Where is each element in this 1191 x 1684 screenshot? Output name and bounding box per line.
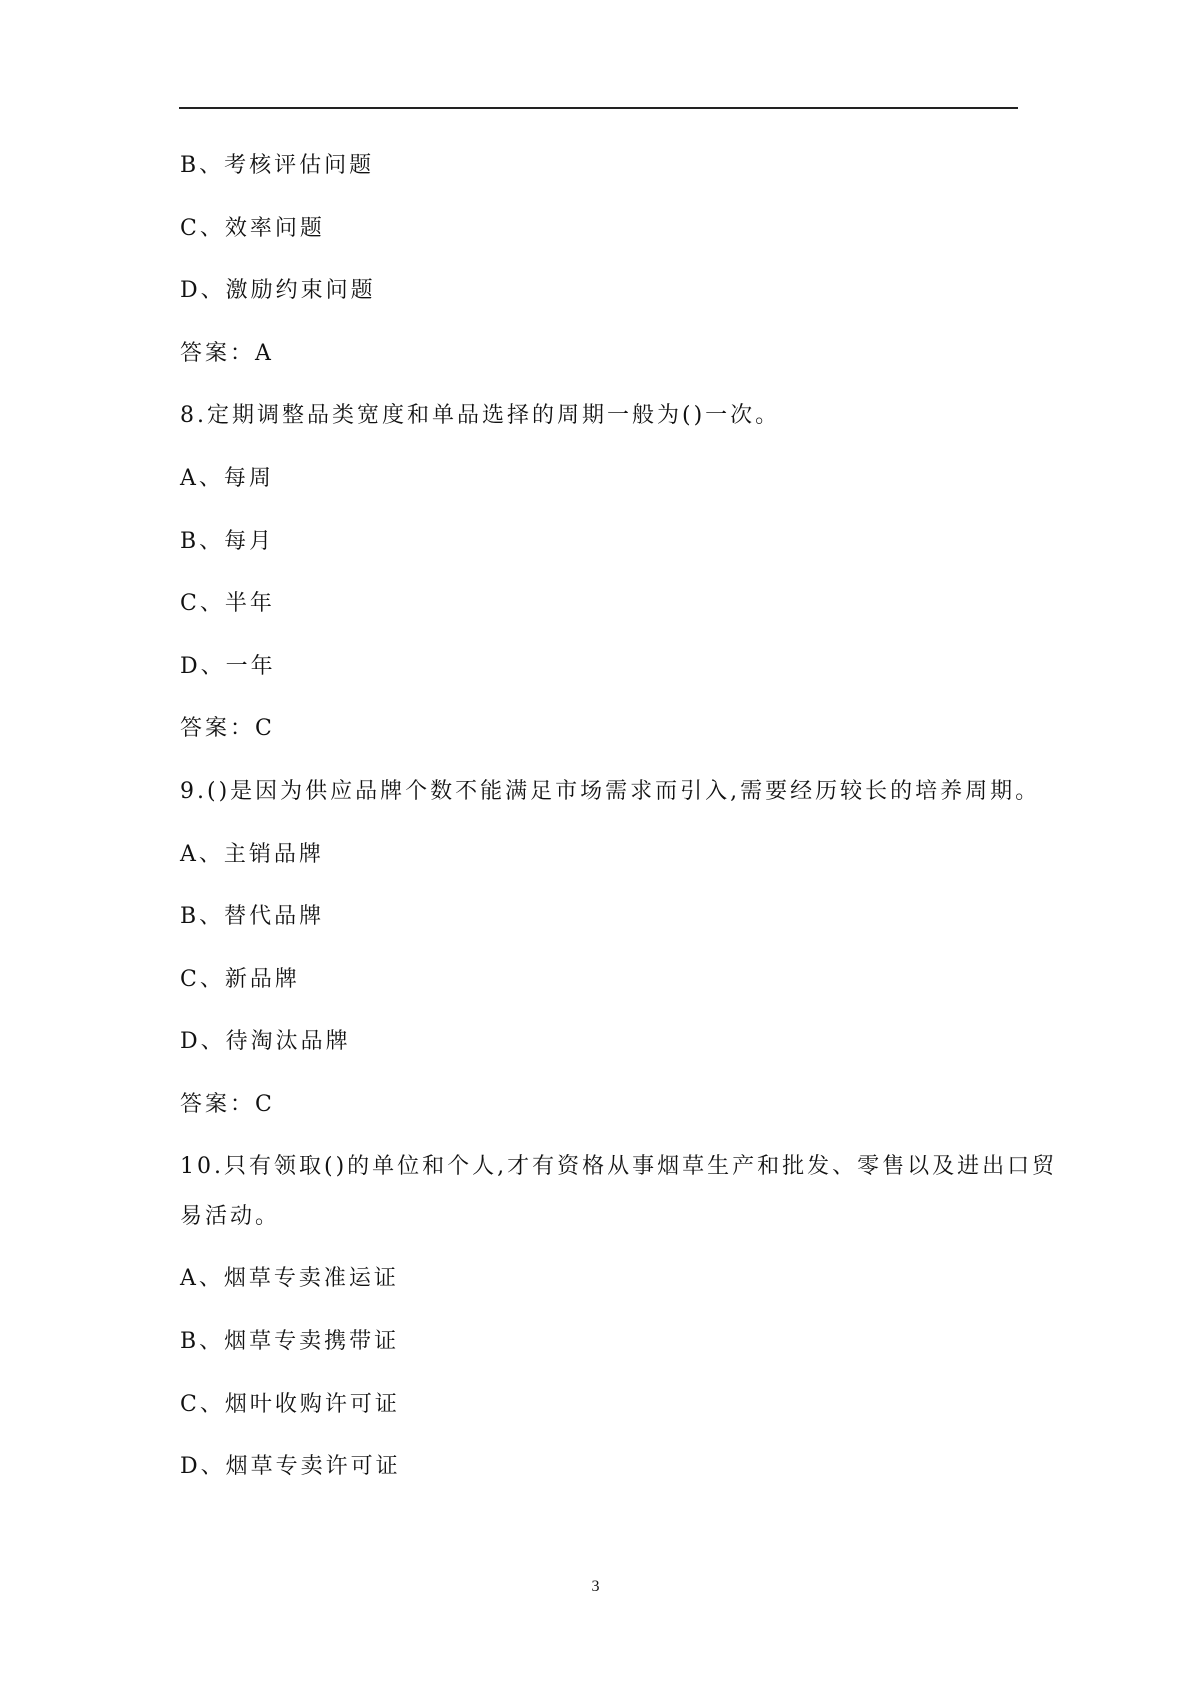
option-c-q8: C、半年 bbox=[180, 591, 275, 616]
answer-q8: 答案：C bbox=[180, 716, 275, 741]
option-b-q7: B、考核评估问题 bbox=[180, 153, 375, 178]
option-a-q9: A、主销品牌 bbox=[180, 842, 324, 867]
question-9: 9.()是因为供应品牌个数不能满足市场需求而引入,需要经历较长的培养周期。 bbox=[180, 779, 1041, 804]
option-d-q10: D、烟草专卖许可证 bbox=[180, 1454, 401, 1479]
option-c-q9: C、新品牌 bbox=[180, 967, 300, 992]
question-10-line2: 易活动。 bbox=[180, 1204, 281, 1229]
option-b-q10: B、烟草专卖携带证 bbox=[180, 1329, 400, 1354]
option-a-q10: A、烟草专卖准运证 bbox=[180, 1266, 399, 1291]
option-c-q7: C、效率问题 bbox=[180, 216, 325, 241]
option-d-q7: D、激励约束问题 bbox=[180, 278, 376, 303]
header-rule bbox=[179, 107, 1018, 109]
answer-q7: 答案：A bbox=[180, 341, 274, 366]
option-c-q10: C、烟叶收购许可证 bbox=[180, 1392, 400, 1417]
option-b-q9: B、替代品牌 bbox=[180, 904, 325, 929]
option-b-q8: B、每月 bbox=[180, 529, 275, 554]
question-8: 8.定期调整品类宽度和单品选择的周期一般为()一次。 bbox=[180, 403, 781, 428]
page-number: 3 bbox=[591, 1578, 600, 1595]
option-d-q9: D、待淘汰品牌 bbox=[180, 1029, 351, 1054]
option-a-q8: A、每周 bbox=[180, 466, 274, 491]
option-d-q8: D、一年 bbox=[180, 654, 276, 679]
question-10-line1: 10.只有领取()的单位和个人,才有资格从事烟草生产和批发、零售以及进出口贸 bbox=[180, 1154, 1058, 1179]
answer-q9: 答案：C bbox=[180, 1092, 275, 1117]
